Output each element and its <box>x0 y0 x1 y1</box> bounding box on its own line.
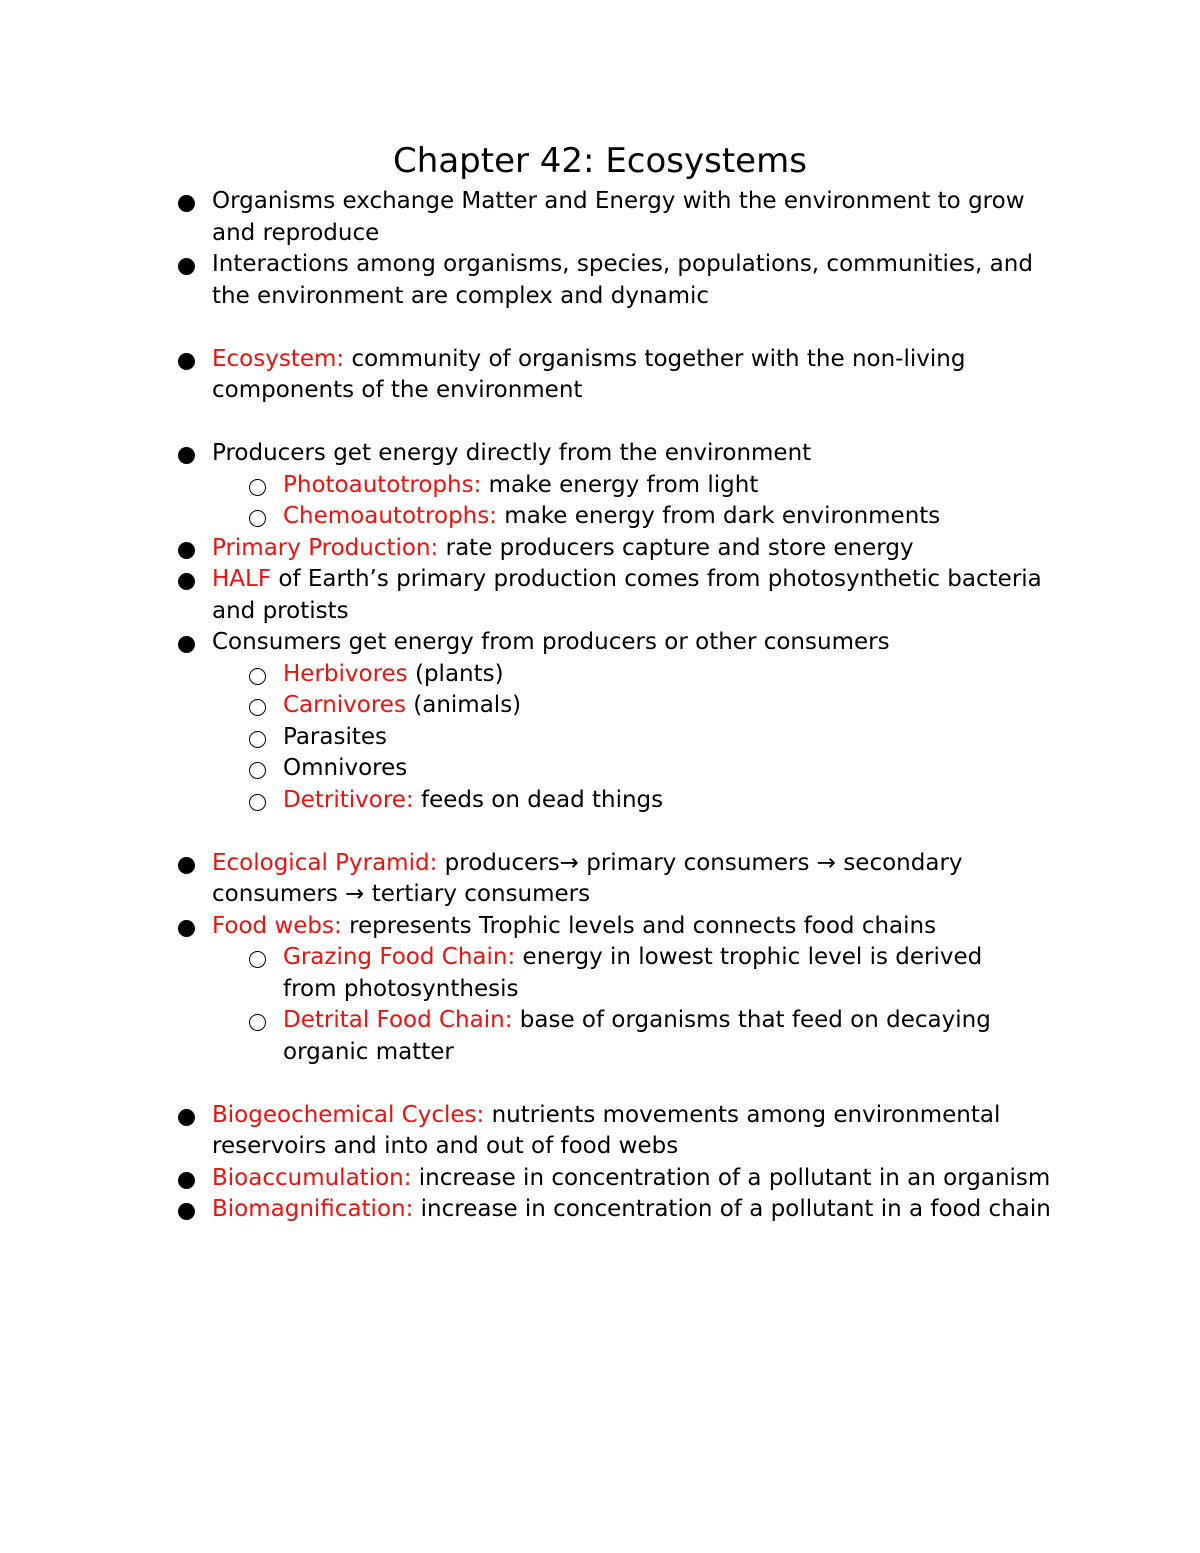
item-text: nutrients movements among environmental reservoirs and into and out of food webs <box>212 1101 1001 1159</box>
item-text: Omnivores <box>283 755 408 781</box>
item-text: community of organisms together with the non-living components of the environment <box>212 345 966 403</box>
item-text: Producers get energy directly from the environment <box>212 440 812 466</box>
item-text: Interactions among organisms, species, populations, communities, and the environment are complex and dynamic <box>212 251 1033 309</box>
list-item <box>0 1194 1072 1226</box>
term-label: Ecosystem: <box>212 345 345 372</box>
list-item <box>0 344 1072 407</box>
term-label: Biogeochemical Cycles: <box>212 1101 485 1128</box>
sub-list-item <box>0 722 1023 754</box>
hollow-circle-bullet-icon <box>249 794 266 811</box>
list-item <box>0 533 1072 565</box>
list-item <box>0 911 1072 943</box>
term-label: Detrital Food Chain: <box>283 1007 513 1033</box>
item-text: Consumers get energy from producers or other consumers <box>212 629 890 655</box>
list-item <box>0 438 1072 470</box>
item-text: increase in concentration of a pollutant in a food chain <box>413 1196 1051 1222</box>
filled-circle-bullet-icon <box>178 1203 195 1220</box>
notes-list <box>0 186 1200 1226</box>
filled-circle-bullet-icon <box>178 258 195 275</box>
filled-circle-bullet-icon <box>178 636 195 653</box>
hollow-circle-bullet-icon <box>249 699 266 716</box>
hollow-circle-bullet-icon <box>249 731 266 748</box>
sub-list-item <box>0 659 1023 691</box>
page-title: Chapter 42: Ecosystems <box>393 141 807 181</box>
item-text: make energy from light <box>481 471 759 498</box>
term-label: HALF <box>212 566 272 592</box>
list-item <box>0 186 1072 249</box>
term-label: Photoautotrophs: <box>283 471 482 498</box>
hollow-circle-bullet-icon <box>249 510 266 527</box>
filled-circle-bullet-icon <box>178 542 195 559</box>
item-text: feeds on dead things <box>413 786 664 813</box>
sub-list-item <box>0 1005 1023 1068</box>
sub-list-item <box>0 785 1023 817</box>
term-label: Carnivores <box>283 692 406 718</box>
list-item <box>0 1100 1072 1163</box>
hollow-circle-bullet-icon <box>249 762 266 779</box>
sub-list-item <box>0 690 1023 722</box>
item-text: (animals) <box>405 692 522 718</box>
item-text: (plants) <box>407 660 504 687</box>
filled-circle-bullet-icon <box>178 447 195 464</box>
term-label: Herbivores <box>283 660 408 687</box>
item-text: rate producers capture and store energy <box>438 534 914 561</box>
term-label: Biomagnification: <box>212 1196 414 1222</box>
filled-circle-bullet-icon <box>178 857 195 874</box>
list-item <box>0 564 1072 627</box>
list-item <box>0 1163 1072 1195</box>
term-label: Primary Production: <box>212 534 439 561</box>
filled-circle-bullet-icon <box>178 195 195 212</box>
hollow-circle-bullet-icon <box>249 951 266 968</box>
item-text: Organisms exchange Matter and Energy with the environment to grow and reproduce <box>212 188 1025 246</box>
filled-circle-bullet-icon <box>178 1172 195 1189</box>
item-text: of Earth’s primary production comes from photosynthetic bacteria and protists <box>212 566 1042 624</box>
filled-circle-bullet-icon <box>178 573 195 590</box>
term-label: Grazing Food Chain: <box>283 944 516 970</box>
term-label: Chemoautotrophs: <box>283 503 497 529</box>
hollow-circle-bullet-icon <box>249 1014 266 1031</box>
term-label: Ecological Pyramid: <box>212 849 438 876</box>
sub-list-item <box>0 470 1023 502</box>
item-text: represents Trophic levels and connects food chains <box>341 912 937 939</box>
item-text: make energy from dark environments <box>496 503 941 529</box>
list-item <box>0 627 1072 659</box>
sub-list-item <box>0 942 1023 1005</box>
item-text: energy in lowest trophic level is derived from photosynthesis <box>283 944 983 1002</box>
list-item <box>0 848 1072 911</box>
hollow-circle-bullet-icon <box>249 479 266 496</box>
filled-circle-bullet-icon <box>178 353 195 370</box>
term-label: Detritivore: <box>283 786 414 813</box>
item-text: base of organisms that feed on decaying organic matter <box>283 1007 991 1065</box>
term-label: Food webs: <box>212 912 342 939</box>
sub-list-item <box>0 501 1023 533</box>
list-item <box>0 249 1072 312</box>
item-text: producers→ primary consumers → secondary consumers → tertiary consumers <box>212 849 963 907</box>
sub-list-item <box>0 753 1023 785</box>
filled-circle-bullet-icon <box>178 1109 195 1126</box>
filled-circle-bullet-icon <box>178 920 195 937</box>
item-text: increase in concentration of a pollutant in an organism <box>411 1164 1051 1191</box>
term-label: Bioaccumulation: <box>212 1164 412 1191</box>
hollow-circle-bullet-icon <box>249 668 266 685</box>
item-text: Parasites <box>283 723 388 750</box>
